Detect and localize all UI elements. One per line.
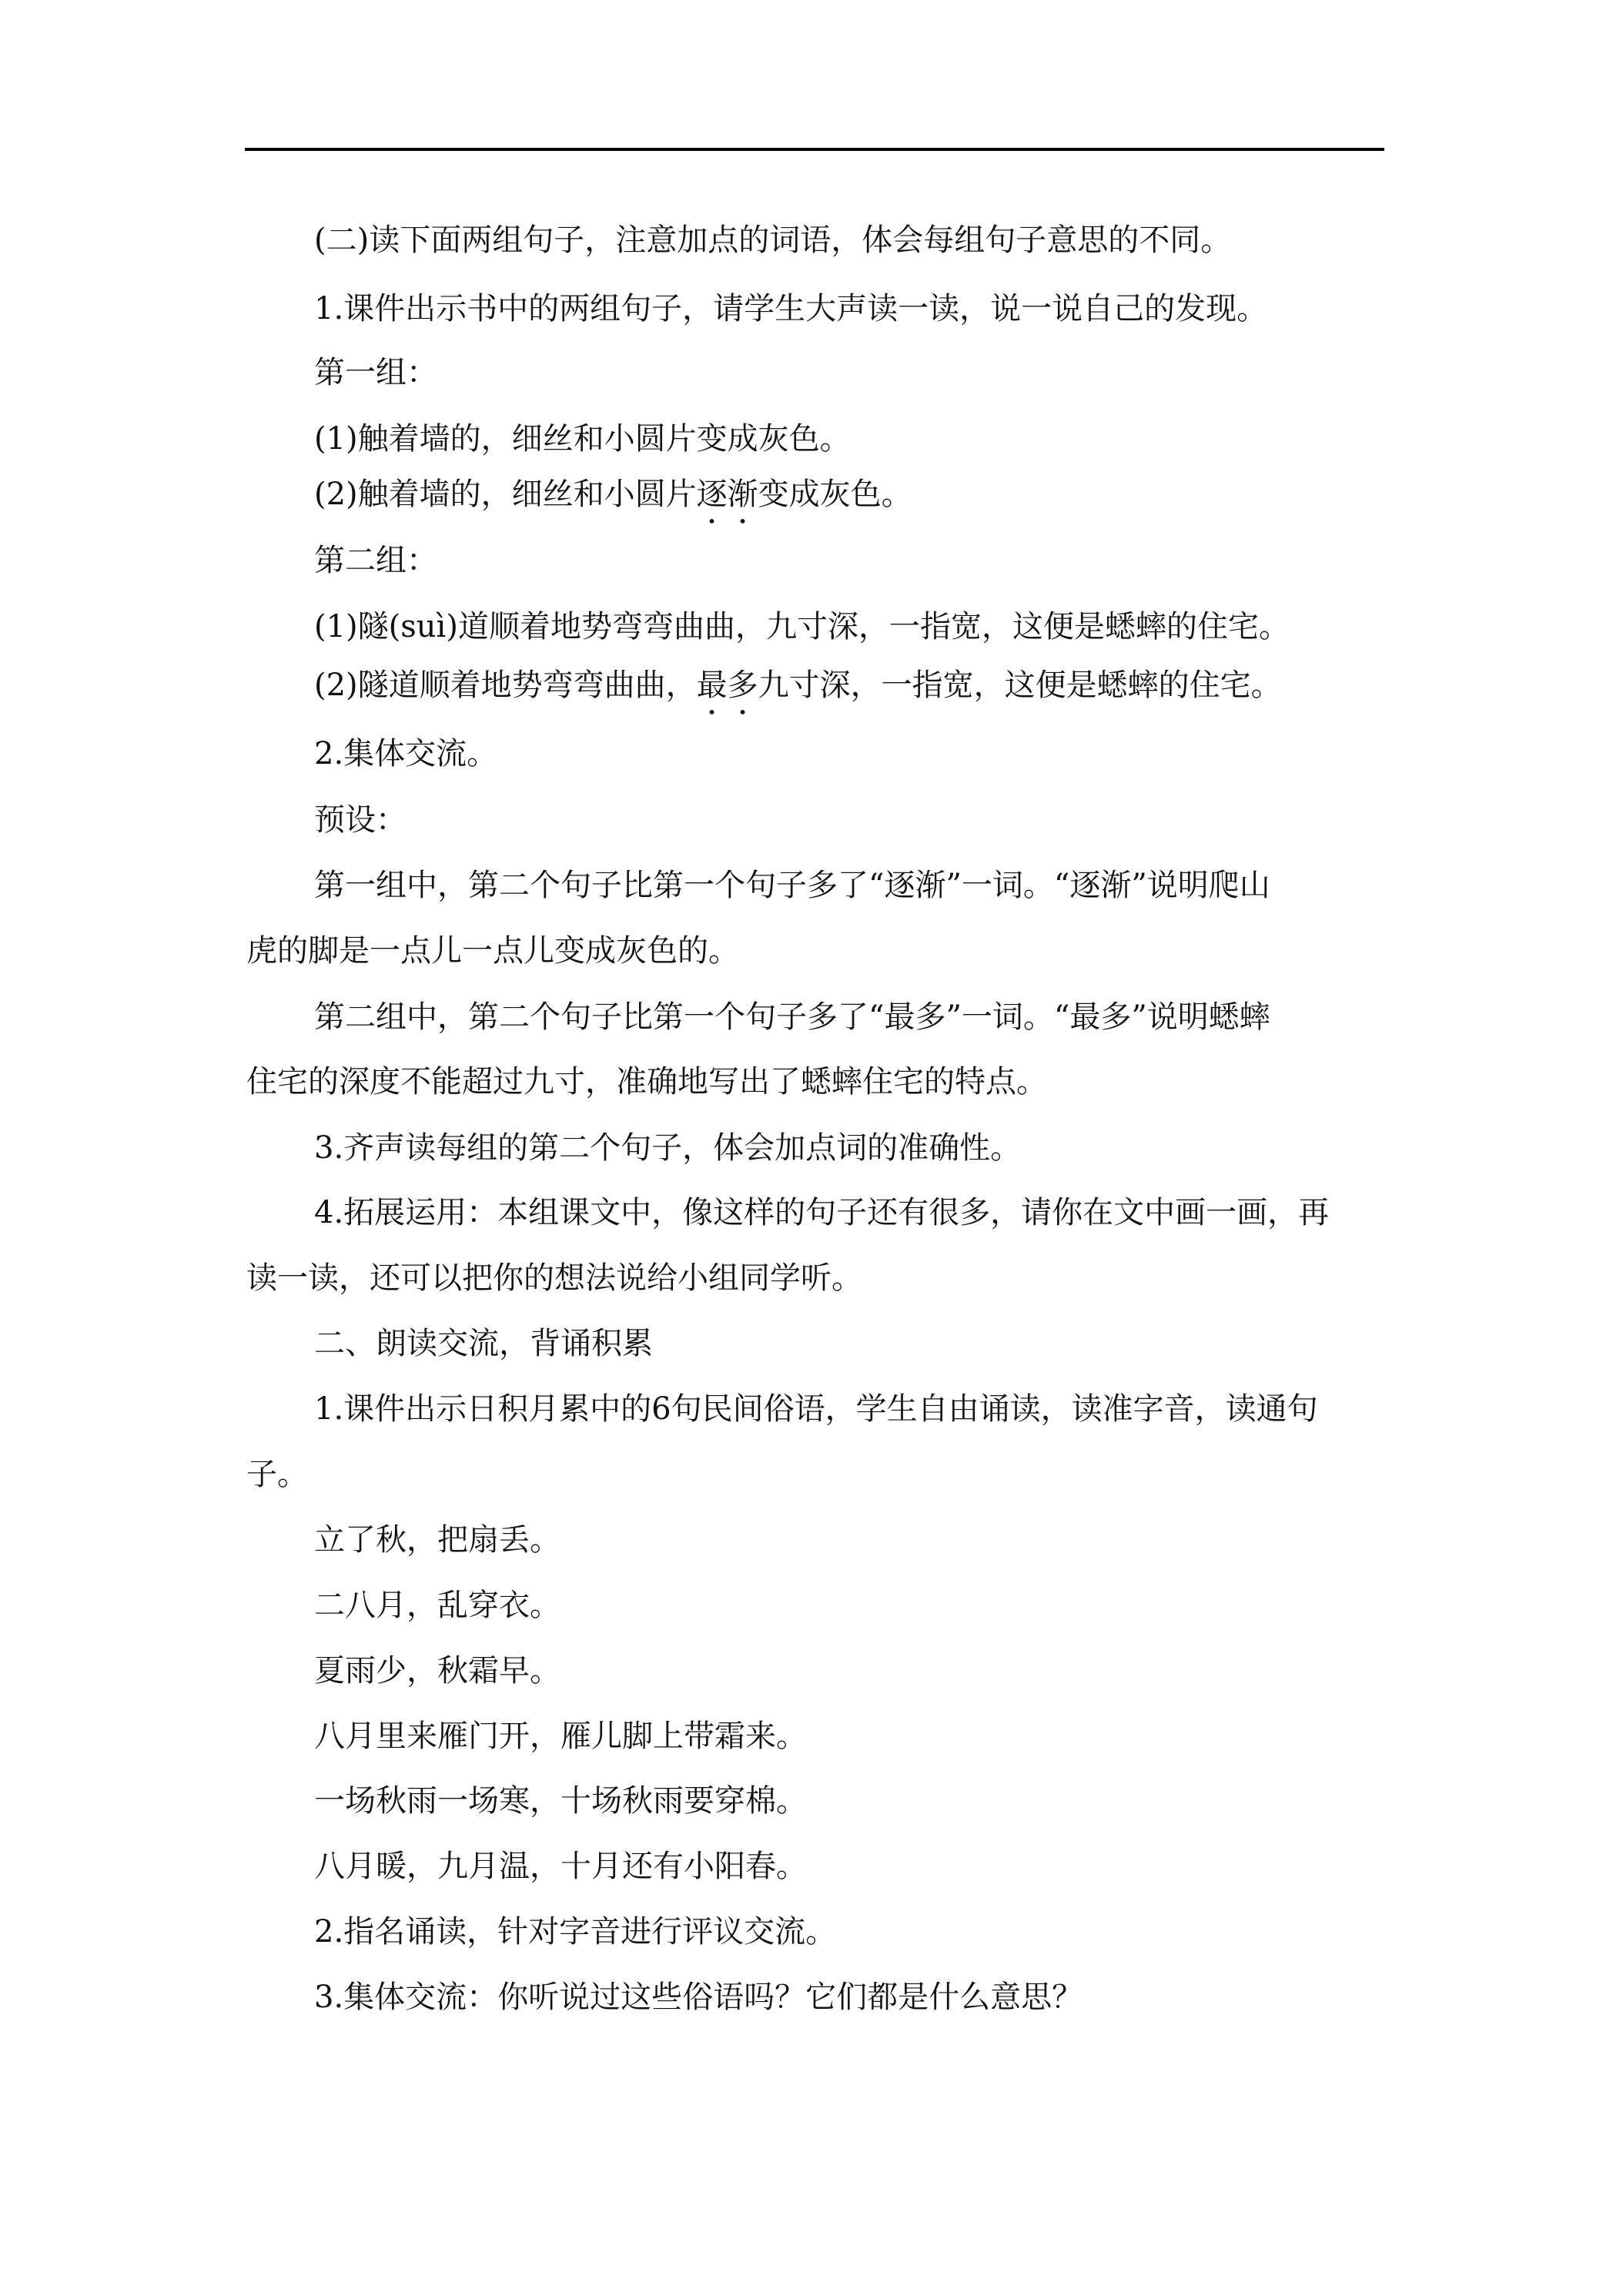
proverb-6: 八月暖，九月温，十月还有小阳春。 xyxy=(314,1849,807,1884)
preset-paragraph-2-line-1: 第二组中，第二个句子比第一个句子多了“最多”一词。“最多”说明蟋蟀 xyxy=(314,999,1270,1035)
preset-paragraph-1-line-2: 虎的脚是一点儿一点儿变成灰色的。 xyxy=(246,933,739,969)
proverb-4: 八月里来雁门开，雁儿脚上带霜来。 xyxy=(314,1719,807,1754)
proverb-step-1-line-2: 子。 xyxy=(246,1457,308,1492)
proverb-step-1-line-1: 1.课件出示日积月累中的6句民间俗语，学生自由诵读，读准字音，读通句 xyxy=(314,1391,1318,1427)
proverb-1: 立了秋，把扇丢。 xyxy=(314,1522,561,1558)
group-2-sentence-2: (2)隧道顺着地势弯弯曲曲，最多九寸深，一指宽，这便是蟋蟀的住宅。 xyxy=(314,668,1282,703)
emphasized-word: 最多 xyxy=(696,668,758,703)
emphasized-word: 逐渐 xyxy=(696,477,758,512)
group-2-sentence-1: (1)隧(suì)道顺着地势弯弯曲曲，九寸深，一指宽，这便是蟋蟀的住宅。 xyxy=(314,609,1290,644)
section-heading-two: 二、朗读交流，背诵积累 xyxy=(314,1326,653,1361)
proverb-step-3: 3.集体交流：你听说过这些俗语吗？它们都是什么意思？ xyxy=(314,1980,1083,2015)
group-1-sentence-1: (1)触着墙的，细丝和小圆片变成灰色。 xyxy=(314,421,851,457)
group-1-label: 第一组： xyxy=(314,355,437,390)
step-2: 2.集体交流。 xyxy=(314,736,498,771)
preset-paragraph-1-line-1: 第一组中，第二个句子比第一个句子多了“逐渐”一词。“逐渐”说明爬山 xyxy=(314,868,1270,903)
group-1-sentence-2: (2)触着墙的，细丝和小圆片逐渐变成灰色。 xyxy=(314,477,912,512)
proverb-3: 夏雨少，秋霜早。 xyxy=(314,1653,561,1689)
proverb-2: 二八月，乱穿衣。 xyxy=(314,1588,561,1623)
step-4-line-1: 4.拓展运用：本组课文中，像这样的句子还有很多，请你在文中画一画，再 xyxy=(314,1195,1330,1230)
step-1: 1.课件出示书中的两组句子，请学生大声读一读，说一说自己的发现。 xyxy=(314,291,1268,326)
step-3: 3.齐声读每组的第二个句子，体会加点词的准确性。 xyxy=(314,1130,1022,1166)
preset-label: 预设： xyxy=(314,802,407,838)
preset-paragraph-2-line-2: 住宅的深度不能超过九寸，准确地写出了蟋蟀住宅的特点。 xyxy=(246,1064,1047,1099)
proverb-5: 一场秋雨一场寒，十场秋雨要穿棉。 xyxy=(314,1783,807,1819)
proverb-step-2: 2.指名诵读，针对字音进行评议交流。 xyxy=(314,1914,837,1950)
section-heading-2: (二)读下面两组句子，注意加点的词语，体会每组句子意思的不同。 xyxy=(314,223,1232,258)
group-2-label: 第二组： xyxy=(314,543,437,578)
step-4-line-2: 读一读，还可以把你的想法说给小组同学听。 xyxy=(246,1260,862,1296)
